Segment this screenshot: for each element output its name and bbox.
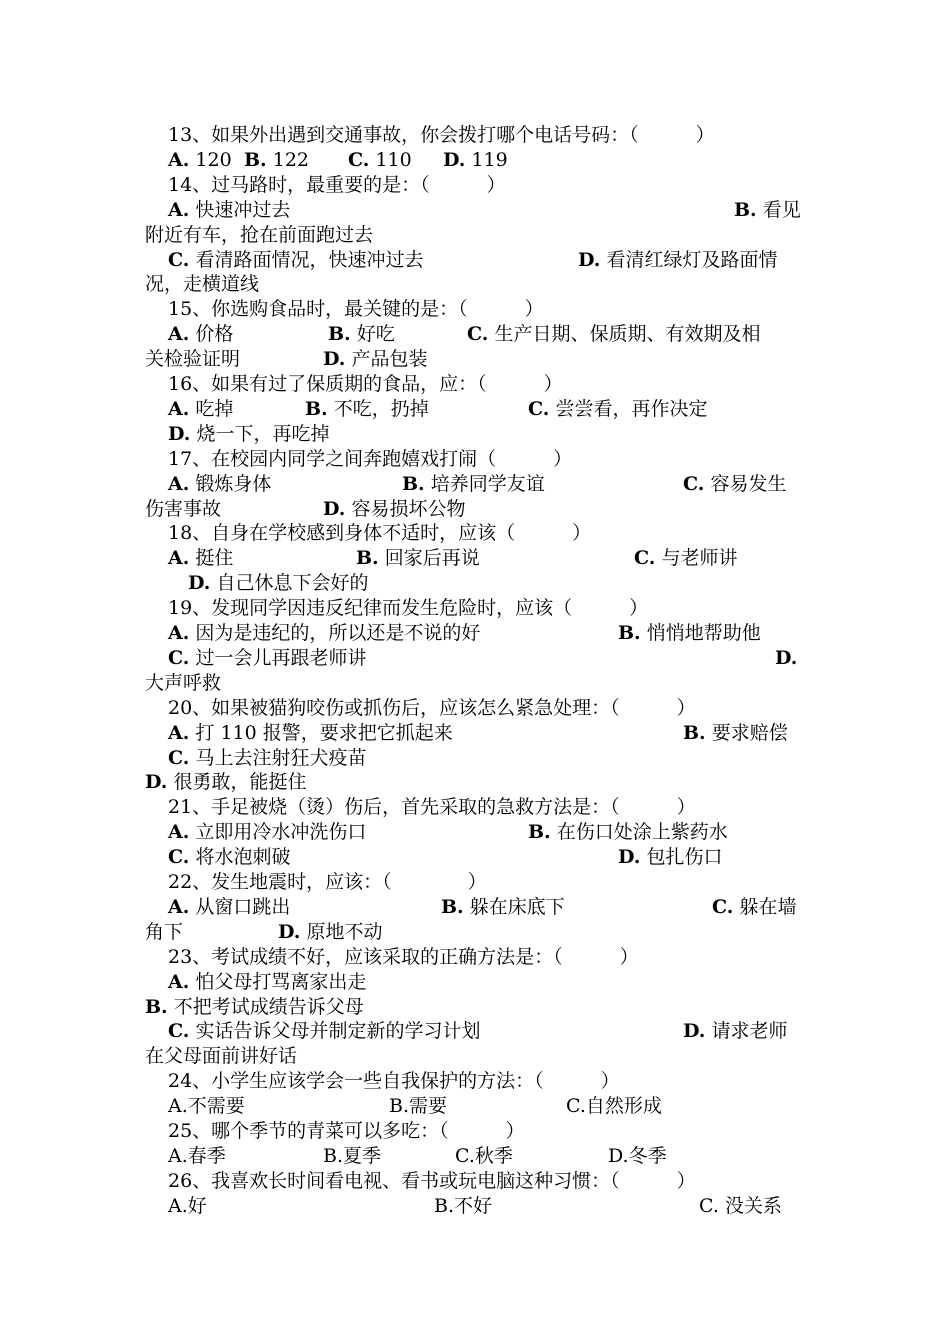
option-letter: C. [168,746,190,769]
options-line [0,721,950,746]
option [244,148,309,173]
option-letter: C. [528,397,550,420]
option [145,497,221,522]
option [775,646,797,671]
option-text: B.不好 [434,1194,493,1217]
option [168,895,290,920]
question-line [0,1119,950,1144]
options-line [0,497,950,522]
question-line [0,123,950,148]
option-text: 从窗口跳出 [189,895,291,918]
option-text: 怕父母打骂离家出走 [189,970,367,993]
option-text: 容易损坏公物 [345,497,466,520]
option-text: 悄悄地帮助他 [640,622,761,644]
option [402,472,545,497]
option-letter: C. [467,323,489,346]
option [683,472,786,497]
continuation-line [0,223,950,248]
option [683,721,788,746]
option-text: 烧一下，再吃掉 [190,422,330,445]
option [699,1194,782,1219]
option [168,472,271,497]
option-letter: C. [168,248,190,271]
options-line [0,322,950,347]
option-text: C.自然形成 [566,1095,662,1118]
option [305,397,429,422]
option [168,845,290,870]
option-text: 挺住 [189,547,234,570]
option-letter: C. [712,895,734,918]
option [168,1094,245,1119]
option-text: 马上去注射狂犬疫苗 [189,746,367,769]
question-line [0,870,950,895]
option [712,895,796,920]
question-text: 15、你选购食品时，最关键的是：（ ） [168,298,544,321]
option [323,497,465,522]
question-line [0,447,950,472]
question-line [0,372,950,397]
question-text: 19、发现同学因违反纪律而发生危险时，应该（ ） [168,597,649,620]
option-text: 119 [465,148,508,171]
option-text: 与老师讲 [655,547,738,570]
option-text: 看清红绿灯及路面情 [600,248,778,271]
continuation-text: 大声呼救 [145,671,222,694]
option-letter: A. [168,895,190,918]
option [323,347,427,372]
continuation-text: 附近有车，抢在前面跑过去 [145,223,374,246]
option [441,895,565,920]
option-text: 立即用冷水冲洗伤口 [189,821,367,844]
option-letter: D. [145,771,168,794]
options-line [0,248,950,273]
option [168,148,232,173]
question-text: 26、我喜欢长时间看电视、看书或玩电脑这种习惯：（ ） [168,1169,696,1192]
option-text: B.需要 [389,1095,448,1118]
options-line [0,546,950,571]
option [168,248,423,273]
option-letter: C. [168,646,190,669]
question-line [0,1069,950,1094]
option [348,148,412,173]
option [168,1019,480,1044]
options-line [0,1144,950,1169]
option-text: 快速冲过去 [189,198,291,221]
option [168,1194,207,1219]
question-text: 24、小学生应该学会一些自我保护的方法：（ ） [168,1070,620,1093]
question-line [0,945,950,970]
option-text: 在伤口处涂上紫药水 [550,821,728,844]
options-line [0,970,950,995]
options-line [0,995,950,1020]
option-letter: D. [168,422,191,445]
question-text: 22、发生地震时，应该：（ ） [168,871,487,893]
option-text: 回家后再说 [378,547,480,570]
option-text: 角下 [145,920,184,943]
option-text: 110 [369,148,412,171]
option-letter: A. [168,821,190,844]
options-line [0,1019,950,1044]
option [145,347,240,372]
options-line [0,198,950,223]
option-letter: D. [683,1020,706,1043]
option [634,546,737,571]
option-letter: D. [443,148,466,171]
option [168,422,329,447]
options-line [0,820,950,845]
option [168,746,366,771]
question-text: 14、过马路时，最重要的是：（ ） [168,173,506,196]
option-text: 价格 [189,323,234,346]
question-text: 21、手足被烧（烫）伤后，首先采取的急救方法是：（ ） [168,796,696,819]
options-line [0,347,950,372]
option [168,322,233,347]
options-line [0,895,950,920]
option [434,1194,492,1219]
option-text: 自己休息下会好的 [210,572,369,595]
option-text: 将水泡刺破 [189,846,291,869]
option-letter: B. [356,547,379,570]
option-letter: B. [402,472,425,495]
option [683,1019,787,1044]
option [145,920,183,945]
option-text: 请求老师 [705,1020,788,1043]
option [608,1144,667,1169]
option-letter: A. [168,323,190,346]
options-line [0,148,950,173]
continuation-line [0,671,950,696]
options-line [0,472,950,497]
option-letter: B. [618,622,641,644]
option-text: 好吃 [350,323,395,346]
option [734,198,801,223]
option-letter: B. [244,148,267,171]
continuation-text: 在父母面前讲好话 [145,1045,298,1068]
question-line [0,696,950,721]
option [323,1144,381,1169]
option-text: D.冬季 [608,1144,667,1167]
options-line [0,621,950,646]
question-text: 13、如果外出遇到交通事故，你会拨打哪个电话号码：（ ） [168,124,715,146]
option [389,1094,447,1119]
option-text: 122 [266,148,309,171]
option-text: A.春季 [168,1144,226,1167]
option [528,820,728,845]
question-line [0,596,950,621]
options-line [0,397,950,422]
question-line [0,173,950,198]
option-text: C. 没关系 [699,1194,782,1217]
option [328,322,395,347]
options-line [0,746,950,771]
option [467,322,760,347]
option [168,721,453,746]
options-line [0,1094,950,1119]
option-text: 包扎伤口 [640,846,723,869]
option-letter: B. [683,721,706,744]
option-letter: D. [775,646,798,669]
option-text: A.好 [168,1194,207,1217]
option-text: 尝尝看，再作决定 [549,397,708,420]
option [145,995,364,1020]
option-letter: B. [145,995,168,1018]
options-line [0,1194,950,1219]
option-text: 培养同学友谊 [424,472,545,495]
option-letter: A. [168,970,190,993]
option [168,970,366,995]
option-text: A.不需要 [168,1095,245,1118]
option-text: 容易发生 [704,472,787,495]
option-text: 产品包装 [345,348,428,371]
option-letter: B. [328,323,351,346]
option-letter: A. [168,148,190,171]
question-text: 16、如果有过了保质期的食品，应：（ ） [168,373,563,395]
option-text: 吃掉 [189,397,234,420]
option-letter: A. [168,622,190,644]
option-text: 要求赔偿 [705,721,788,744]
question-text: 20、如果被猫狗咬伤或抓伤后，应该怎么紧急处理：（ ） [168,696,696,719]
options-line [0,571,950,596]
option [168,198,290,223]
option-letter: B. [441,895,464,918]
option [168,1144,226,1169]
option-letter: C. [683,472,705,495]
option-letter: D. [323,497,346,520]
option-letter: B. [305,397,328,420]
question-line [0,521,950,546]
option-text: 看见 [756,198,801,221]
question-text: 23、考试成绩不好，应该采取的正确方法是：（ ） [168,945,639,968]
option-text: 锻炼身体 [189,472,272,495]
option-text: 生产日期、保质期、有效期及相 [488,323,761,346]
option-text: 躲在墙 [733,895,797,918]
option [618,845,722,870]
option-text: 关检验证明 [145,348,241,371]
option-text: 很勇敢，能挺住 [167,771,307,794]
question-text: 18、自身在学校感到身体不适时，应该（ ） [168,522,592,545]
option-text: 躲在床底下 [463,895,565,918]
option [578,248,777,273]
option-letter: C. [168,1020,190,1043]
continuation-line [0,1044,950,1069]
option-letter: C. [634,547,656,570]
option [356,546,480,571]
option [566,1094,662,1119]
option [443,148,508,173]
option-text: 不把考试成绩告诉父母 [167,995,364,1018]
option-letter: B. [734,198,757,221]
option-letter: A. [168,472,190,495]
continuation-text: 况，走横道线 [145,273,260,296]
option-letter: C. [348,148,370,171]
option-text: 不吃，扔掉 [327,397,429,420]
continuation-line [0,272,950,297]
options-line [0,920,950,945]
option-text: 看清路面情况，快速冲过去 [189,248,424,271]
option-letter: B. [528,821,551,844]
option [278,920,382,945]
option-text: 实话告诉父母并制定新的学习计划 [189,1020,481,1043]
option [145,770,306,795]
option-letter: D. [618,846,641,869]
option-text: 原地不动 [300,920,383,943]
option-text: 因为是违纪的，所以还是不说的好 [189,622,481,644]
options-line [0,845,950,870]
option-letter: A. [168,721,190,744]
option-letter: D. [323,348,346,371]
options-line [0,422,950,447]
option [168,646,366,671]
option-letter: D. [278,920,301,943]
option-text: 120 [189,148,232,171]
option [618,621,761,646]
option-text: C.秋季 [455,1144,513,1167]
question-text: 17、在校园内同学之间奔跑嬉戏打闹（ ） [168,447,573,470]
option [188,571,368,596]
option [168,820,366,845]
option [528,397,707,422]
option [168,546,233,571]
option-letter: A. [168,397,190,420]
question-text: 25、哪个季节的青菜可以多吃：（ ） [168,1120,525,1142]
option [168,621,480,646]
option [168,397,233,422]
options-line [0,646,950,671]
options-line [0,770,950,795]
question-line [0,1169,950,1194]
option-letter: A. [168,547,190,570]
option-text: 过一会儿再跟老师讲 [189,646,367,669]
option-text: 伤害事故 [145,497,222,520]
option [455,1144,513,1169]
option-letter: D. [578,248,601,271]
option-letter: A. [168,198,190,221]
option-text: B.夏季 [323,1144,382,1167]
question-line [0,297,950,322]
option-letter: C. [168,846,190,869]
question-line [0,795,950,820]
option-text: 打 110 报警，要求把它抓起来 [189,721,453,744]
option-letter: D. [188,572,211,595]
